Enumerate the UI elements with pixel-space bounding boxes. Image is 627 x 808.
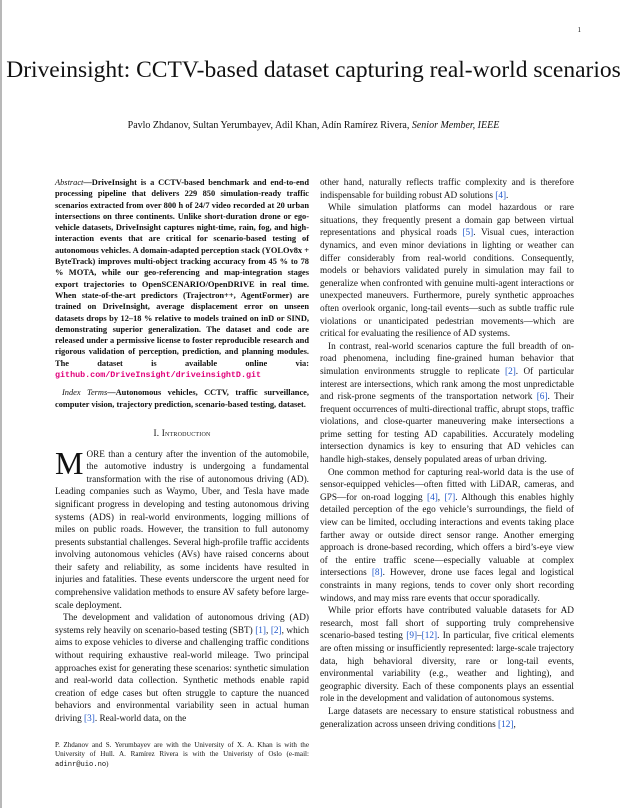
citation-link[interactable]: [9] xyxy=(406,631,418,642)
paragraph-text: . Real-world data, on the xyxy=(94,714,187,724)
abstract-text: —DriveInsight is a CCTV-based benchmark and end-to-end processing pipeline that delivers 229 850 simulation-ready traffic scenarios extracted from over 800 h of 24/7 video recorded at 20 urban intersections on three continents. Unlike short-duration drone or ego-vehicle datasets, DriveInsight captures night-time, rain, fog, and high-interaction events that are critical for scenario-based testing of autonomous vehicles. A domain-adapted perception stack (YOLOv8x + ByteTrack) improves multi-object tracking accuracy from 45 % to 78 % MOTA, while our geo-referencing and map-integration stages export trajectories to OpenSCENARIO/OpenDRIVE in real time. When state-of-the-art predictors (Trajectron++, AgentFormer) are trained on DriveInsight, average displacement error on unseen datasets drops by 12–18 % relative to models trained on inD or SIND, demonstrating superior generalization. The dataset and code are released under a permissive license to foster reproducible research and rigorous validation of perception, prediction, and planning modules. The dataset is available online via: xyxy=(55,178,309,368)
paragraph-text: The development and validation of autonomous driving (AD) systems rely heavily on scenario-based testing (SBT) xyxy=(55,613,309,636)
author-list xyxy=(0,120,627,131)
index-terms-text: —Autonomous vehicles, CCTV, traffic surveillance, computer vision, trajectory prediction, scenario-based testing, dataset. xyxy=(55,388,309,409)
citation-link[interactable]: [12] xyxy=(421,631,438,642)
intro-paragraph-2-continued xyxy=(320,177,574,202)
paragraph-text: ORE than a century after the invention of the automobile, the automotive industry is undergoing a fundamental transformation with the rise of autonomous driving (AD). Leading companies such as Waymo, Uber, and Tesla have made significant progress in developing and testing autonomous driving systems (ADS) in real-world environments, logging millions of miles on public roads. However, the transition to full autonomy presents substantial challenges. Several high-profile traffic accidents involving autonomous vehicles (AVs) have raised concerns about their safety and reliability, as some incidents have resulted in injuries and fatalities. These events underscore the urgent need for comprehensive validation methods to ensure AV safety before large-scale deployment. xyxy=(55,449,309,611)
page-number: 1 xyxy=(577,26,581,34)
footnote-text: P. Zhdanov and S. Yerumbayev are with the University of X. A. Khan is with the University of Hull. A. Ramírez Rivera is with the Univeristy of Oslo (e-mail: xyxy=(55,741,309,759)
footnote-text: ) xyxy=(106,759,109,768)
citation-link[interactable]: [4] xyxy=(495,190,507,201)
paragraph-text: Large datasets are necessary to ensure statistical robustness and generalization across unseen driving conditions xyxy=(320,706,574,730)
citation-link[interactable]: [2] xyxy=(270,625,282,636)
index-terms xyxy=(55,387,309,410)
affiliation-footnote xyxy=(55,741,309,770)
section-heading-introduction xyxy=(55,428,309,441)
author-membership: Senior Member, IEEE xyxy=(411,120,500,131)
paragraph-text: While simulation platforms can model hazardous or rare situations, they frequently present a domain gap between virtual representations and physical roads xyxy=(320,203,574,239)
dataset-link[interactable]: github.com/DriveInsight/driveinsightD.git xyxy=(55,370,262,381)
paragraph-text: . Visual cues, interaction dynamics, and even minor deviations in lighting or weather can differ considerably from real-world conditions. Consequently, models or behaviors validated purely in simulation may fail to generalize when confronted with genuine multi-agent interactions or unexpected maneuvers. Furthermore, purely synthetic approaches often overlook organic, long-tail events—such as subtle traffic rule violations or unanticipated pedestrian movements—which are critical for evaluating the resilience of AD systems. xyxy=(320,228,574,340)
paragraph-text: . Although this enables highly detailed perception of the ego vehicle’s surroundings, the field of view can be limited, occluding interactions and events taking place farther away or outside direct sensor range. Another emerging approach is drone-based recording, which offers a bird’s-eye view of the entire traffic scene—especially valuable at complex intersections xyxy=(320,492,574,579)
citation-link[interactable]: [3] xyxy=(84,714,95,724)
abstract xyxy=(55,177,309,381)
citation-link[interactable]: [6] xyxy=(536,392,548,403)
section-title: Introduction xyxy=(161,428,211,439)
abstract-label: Abstract xyxy=(55,178,84,187)
right-column xyxy=(320,177,574,731)
intro-paragraph-1 xyxy=(55,444,309,613)
paragraph-text: , xyxy=(513,719,516,730)
citation-link[interactable]: [5] xyxy=(462,228,474,239)
intro-paragraph-3 xyxy=(320,202,574,341)
paragraph-text: , which aims to expose vehicles to diverse and challenging traffic conditions without requiring exhaustive real-world mileage. Two principal approaches exist for generating these scenarios: synthetic simulation and real-world data collection. Synthetic methods enable rapid creation of edge cases but often struggle to capture the nuanced behaviors and environmental variability seen in actual human driving xyxy=(55,625,310,724)
author-names: Pavlo Zhdanov, Sultan Yerumbayev, Adil Khan, Adín Ramírez Rivera, xyxy=(127,120,410,131)
citation-link[interactable]: [12] xyxy=(498,719,514,730)
citation-link[interactable]: [2] xyxy=(504,366,516,377)
paragraph-text: other hand, naturally reflects traffic complexity and is therefore indispensable for building robust AD solutions xyxy=(320,178,574,201)
paragraph-text: , xyxy=(266,625,271,636)
intro-paragraph-7 xyxy=(320,706,574,731)
intro-paragraph-4 xyxy=(320,341,574,467)
paragraph-text: . Of particular interest are intersections, which rank among the most unpredictable and risk-prone segments of the transportation network xyxy=(320,366,574,403)
paper-title: Driveinsight: CCTV-based dataset capturing real-world scenarios xyxy=(6,57,621,83)
citation-link[interactable]: [4] xyxy=(427,492,438,503)
intro-paragraph-6 xyxy=(320,605,574,706)
paragraph-text: . xyxy=(506,190,509,201)
paragraph-text: . In particular, five critical elements are often missing or insufficiently represented: large-scale trajectory data, high behavioral diversity, rare or long-tail events, environmental variability (e.g., weather and lighting), and geographic diversity. Each of these components plays an essential role in the development and validation of autonomous systems. xyxy=(320,631,574,705)
citation-link[interactable]: [7] xyxy=(444,492,456,503)
paragraph-text: , xyxy=(437,492,445,503)
drop-cap: M xyxy=(55,444,84,481)
paragraph-text: In contrast, real-world scenarios capture the full breadth of on-road phenomena, including fine-grained human behavior that simulation environments struggle to replicate xyxy=(320,341,574,377)
intro-paragraph-5 xyxy=(320,467,574,606)
paragraph-text: One common method for capturing real-world data is the use of sensor-equipped vehicles—often fitted with LiDAR, cameras, and GPS—for on-road logging xyxy=(320,467,574,503)
section-number: I. xyxy=(153,428,160,439)
paragraph-text: While prior efforts have contributed valuable datasets for AD research, most fall short of supporting truly comprehensive scenario-based testing xyxy=(320,606,574,642)
email-link[interactable]: adinr@uio.no xyxy=(55,760,107,769)
citation-link[interactable]: [8] xyxy=(371,568,383,579)
paragraph-text: . However, drone use faces legal and logistical constraints in many regions, tends to cover only short recording windows, and may miss rare events that occur sporadically. xyxy=(320,568,574,604)
citation-link[interactable]: [1] xyxy=(255,625,267,636)
index-terms-label: Index Terms xyxy=(62,388,108,398)
paragraph-text: . Their frequent occurrences of multi-directional traffic, abrupt stops, traffic violations, and close-quarter maneuvering make intersections a prime setting for testing AD capabilities. Accurately modeling intersection dynamics is key to ensuring that AD vehicles can handle high-stakes, densely populated areas of urban driving. xyxy=(320,392,574,466)
left-column xyxy=(55,177,309,726)
intro-paragraph-2 xyxy=(55,612,309,725)
paragraph-text: – xyxy=(417,631,422,642)
